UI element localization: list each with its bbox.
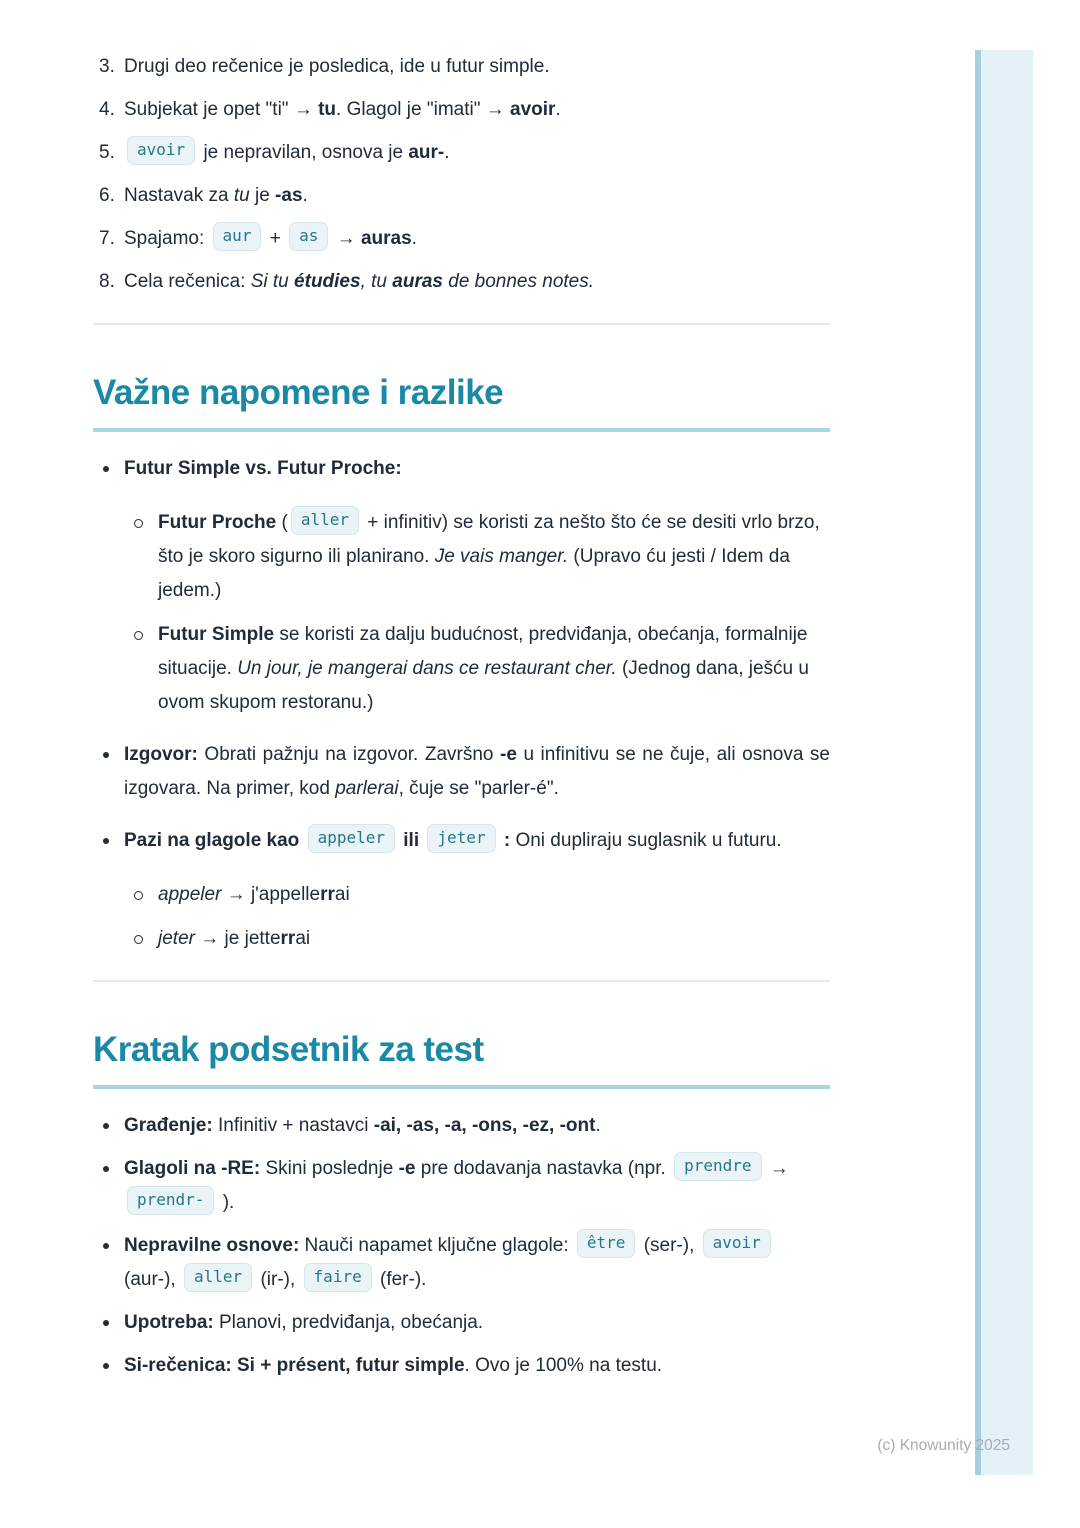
list-item-text: Građenje: Infinitiv + nastavci -ai, -as, -a, -ons, -ez, -ont. [124,1115,601,1136]
list-item [93,1349,830,1383]
list-item-text: Cela rečenica: Si tu étudies, tu auras de bonnes notes. [124,271,595,292]
list-item [93,824,830,956]
list-item [93,93,830,127]
list-item [93,738,830,806]
list-item [93,265,830,299]
list-item [93,1152,830,1220]
list-item-text: Nepravilne osnove: Nauči napamet ključne glagole: être (ser-), avoir (aur-), aller (ir-), faire (fer-). [124,1229,830,1297]
inline-code-badge: aller [184,1263,252,1292]
list-item-text: Glagoli na -RE: Skini poslednje -e pre dodavanja nastavka (npr. prendre → prendr- ). [124,1152,830,1220]
sub-list-item [124,922,830,956]
sub-list-item [124,878,830,912]
list-item-text: avoir je nepravilan, osnova je aur-. [124,136,830,170]
inline-code-badge: avoir [703,1229,771,1258]
inline-code-badge: as [289,222,328,251]
list-item [93,1306,830,1340]
list-item [93,222,830,256]
list-item-number: 8. [99,271,115,292]
list-item [93,136,830,170]
notes-bullet-list [93,452,830,956]
inline-code-badge: appeler [308,824,395,853]
copyright-footer: (c) Knowunity 2025 [877,1437,1010,1454]
list-item-text: Upotreba: Planovi, predviđanja, obećanja. [124,1312,484,1333]
inline-code-badge: aur [213,222,262,251]
page-edge-strip [975,50,1033,1475]
list-item-text: Izgovor: Obrati pažnju na izgovor. Završno -e u infinitivu se ne čuje, ali osnova se izgovara. Na primer, kod parlerai, čuje se "parler-é". [124,744,830,799]
sub-bullet-list [124,878,830,956]
list-item-text: Pazi na glagole kao appeler ili jeter : Oni dupliraju suglasnik u futuru. [124,824,830,858]
section-divider [93,980,830,982]
inline-code-badge: jeter [427,824,495,853]
list-item-text: Si-rečenica: Si + présent, futur simple. Ovo je 100% na testu. [124,1355,663,1376]
inline-code-badge: avoir [127,136,195,165]
list-item-text: Spajamo: aur + as → auras. [124,222,830,256]
inline-code-badge: prendr- [127,1186,214,1215]
section-divider [93,323,830,325]
list-item-text: Subjekat je opet "ti" → tu. Glagol je "imati" → avoir. [124,99,561,120]
list-item-number: 5. [99,142,115,163]
sub-list-item-text: jeter → je jetterrai [158,928,311,949]
list-item-number: 4. [99,99,115,120]
list-item-number: 3. [99,56,115,77]
list-item-text: Futur Simple vs. Futur Proche: [124,458,402,479]
inline-code-badge: aller [291,506,359,535]
inline-code-badge: faire [304,1263,372,1292]
inline-code-badge: prendre [674,1152,761,1181]
list-item [93,179,830,213]
summary-bullet-list [93,1109,830,1383]
section-heading-vazne-napomene: Važne napomene i razlike [93,371,830,432]
list-item-number: 7. [99,228,115,249]
list-item [93,452,830,720]
document-page [93,50,830,1392]
list-item [93,50,830,84]
sub-list-item-text: Futur Simple se koristi za dalju budućnost, predviđanja, obećanja, formalnije situacije. Un jour, je mangerai dans ce restaurant cher. (Jednog dana, ješću u ovom skupom restoranu.) [158,624,809,713]
list-item [93,1109,830,1143]
inline-code-badge: être [577,1229,636,1258]
list-item-number: 6. [99,185,115,206]
sub-list-item-text: Futur Proche ( aller + infinitiv) se koristi za nešto što će se desiti vrlo brzo, što je skoro sigurno ili planirano. Je vais manger. (Upravo ću jesti / Idem da jedem.) [158,506,830,608]
list-item-text: Nastavak za tu je -as. [124,185,308,206]
numbered-steps-list [93,50,830,299]
sub-list-item [124,506,830,608]
sub-list-item [124,618,830,720]
list-item [93,1229,830,1297]
list-item-text: Drugi deo rečenice je posledica, ide u futur simple. [124,56,550,77]
sub-list-item-text: appeler → j'appellerrai [158,884,350,905]
sub-bullet-list [124,506,830,720]
section-heading-kratak-podsetnik: Kratak podsetnik za test [93,1028,830,1089]
